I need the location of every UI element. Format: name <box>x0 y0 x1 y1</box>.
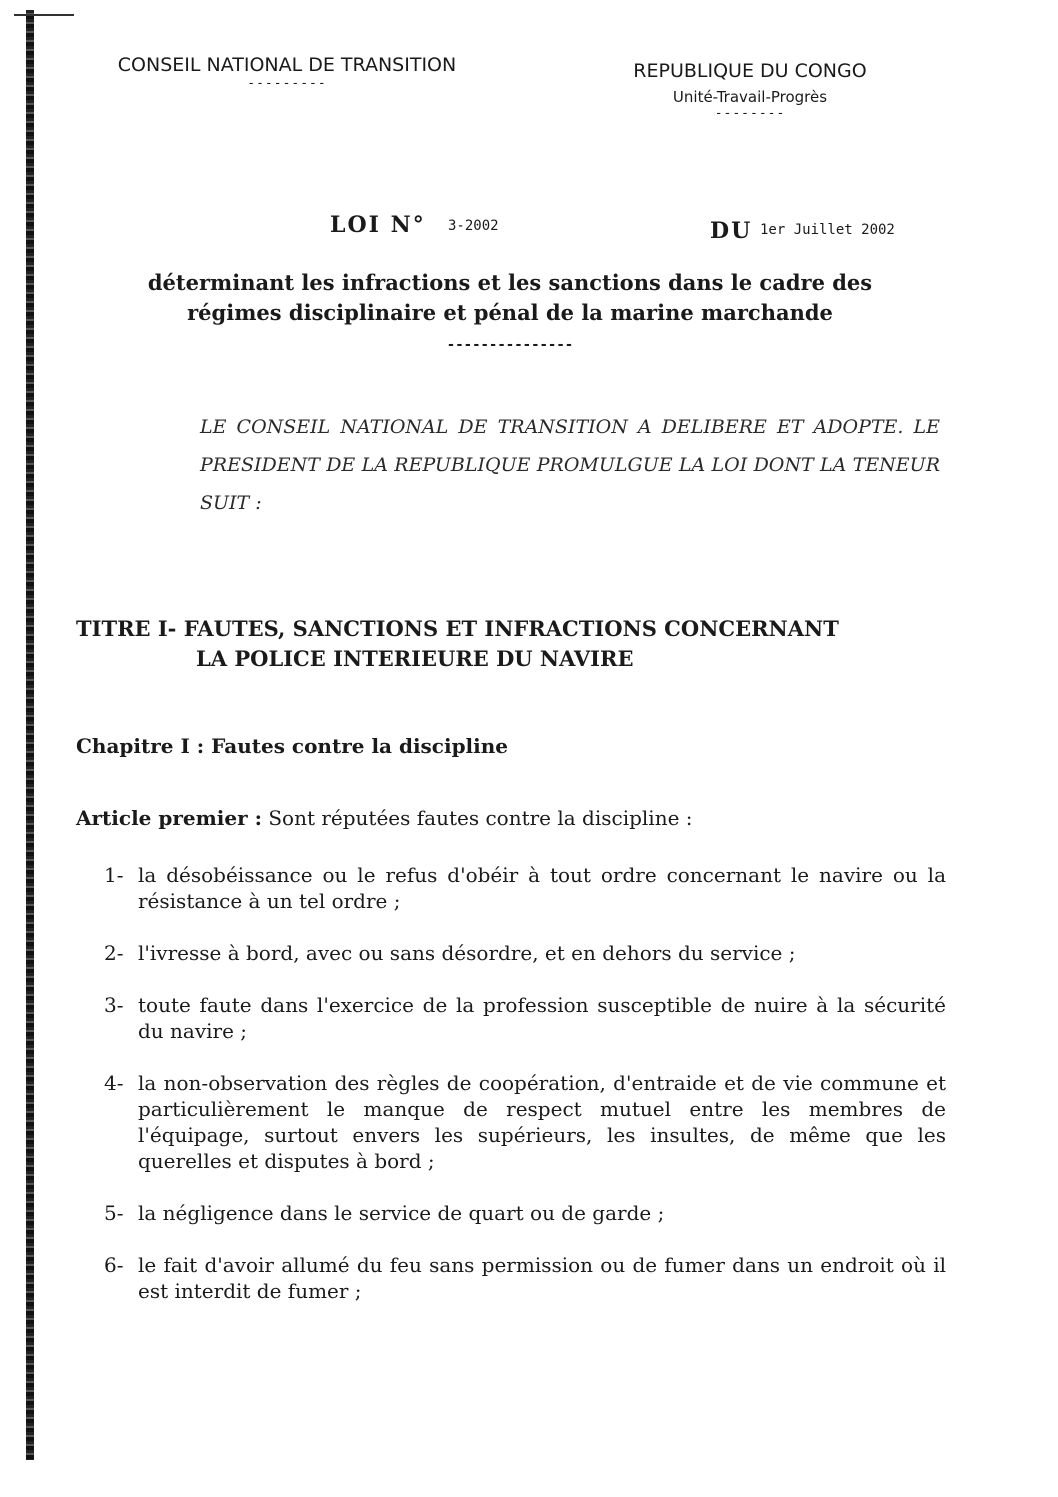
law-reference <box>330 212 940 252</box>
preamble: LE CONSEIL NATIONAL DE TRANSITION A DELIBERE ET ADOPTE. LE PRESIDENT DE LA REPUBLIQUE PROMULGUE LA LOI DONT LA TENEUR SUIT : <box>200 416 940 514</box>
item-number: 5- <box>104 1201 124 1225</box>
scan-mark <box>14 14 74 16</box>
list-item <box>104 940 946 966</box>
loi-label: LOI N° <box>330 212 426 238</box>
titre-line-2: LA POLICE INTERIEURE DU NAVIRE <box>196 646 634 671</box>
list-item <box>104 1252 946 1304</box>
loi-number: 3-2002 <box>448 218 499 234</box>
item-number: 3- <box>104 993 124 1017</box>
item-text: la non-observation des règles de coopération, d'entraide et de vie commune et particulièrement le manque de respect mutuel entre les membres de l'équipage, surtout envers les supérieurs, les insultes, de même que les querelles et disputes à bord ; <box>138 1071 946 1173</box>
issuer-header <box>82 54 492 91</box>
law-subject <box>95 268 925 360</box>
subject-line-2: régimes disciplinaire et pénal de la marine marchande <box>187 300 833 325</box>
item-text: la négligence dans le service de quart ou de garde ; <box>138 1201 665 1225</box>
article-label: Article premier : <box>76 806 262 830</box>
subject-separator: --------------- <box>446 337 574 353</box>
item-number: 1- <box>104 863 124 887</box>
chapitre-heading: Chapitre I : Fautes contre la discipline <box>76 734 509 758</box>
list-item <box>104 1070 946 1174</box>
country-header <box>600 60 900 121</box>
country-separator: -------- <box>714 106 786 121</box>
item-text: la désobéissance ou le refus d'obéir à tout ordre concernant le navire ou la résistance à un tel ordre ; <box>138 863 946 913</box>
issuer-separator: --------- <box>247 76 327 91</box>
titre-line-1: TITRE I- FAUTES, SANCTIONS ET INFRACTIONS CONCERNANT <box>76 616 839 641</box>
item-number: 4- <box>104 1071 124 1095</box>
article-intro: Sont réputées fautes contre la discipline : <box>268 806 693 830</box>
list-item <box>104 992 946 1044</box>
article-heading <box>76 806 946 830</box>
country-motto: Unité-Travail-Progrès <box>672 88 828 106</box>
titre-heading <box>76 614 916 674</box>
du-label: DU <box>710 218 753 244</box>
list-item <box>104 862 946 914</box>
item-text: toute faute dans l'exercice de la profession susceptible de nuire à la sécurité du navire ; <box>138 993 946 1043</box>
law-date: 1er Juillet 2002 <box>760 222 895 238</box>
scan-edge-shadow <box>26 10 34 1460</box>
article-items <box>104 862 946 1304</box>
item-number: 6- <box>104 1253 124 1277</box>
subject-line-1: déterminant les infractions et les sanctions dans le cadre des <box>147 270 873 295</box>
country-title: REPUBLIQUE DU CONGO <box>633 60 867 82</box>
issuer-title: CONSEIL NATIONAL DE TRANSITION <box>117 54 457 76</box>
item-text: l'ivresse à bord, avec ou sans désordre, et en dehors du service ; <box>138 941 796 965</box>
item-number: 2- <box>104 941 124 965</box>
list-item <box>104 1200 946 1226</box>
item-text: le fait d'avoir allumé du feu sans permission ou de fumer dans un endroit où il est interdit de fumer ; <box>138 1253 946 1303</box>
